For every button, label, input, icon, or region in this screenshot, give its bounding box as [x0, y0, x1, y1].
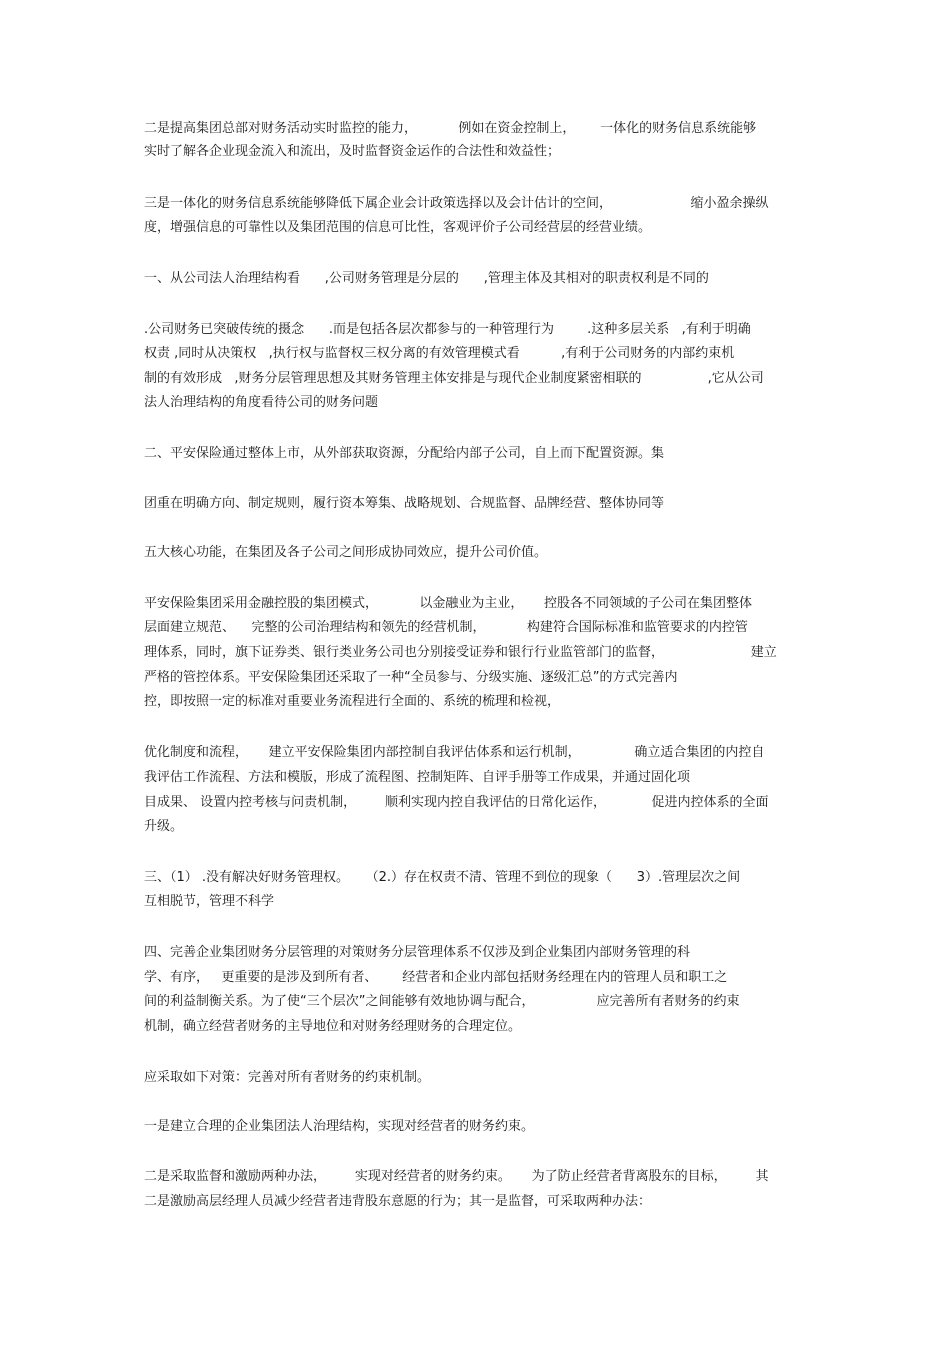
text-line: 三、（1） .没有解决好财务管理权。 （2.）存在权责不清、管理不到位的现象（ 3）.管理层次之间 [144, 870, 741, 885]
text-line: 理体系，同时，旗下证券类、银行类业务公司也分别接受证券和银行行业监管部门的监督， 建立 [144, 645, 777, 660]
text-line: 严格的管控体系。平安保险集团还采取了一种“全员参与、分级实施、逐级汇总”的方式完善内 [144, 670, 678, 685]
text-line: 一是建立合理的企业集团法人治理结构，实现对经营者的财务约束。 [144, 1119, 535, 1134]
text-line: 二是激励高层经理人员减少经营者违背股东意愿的行为；其一是监督，可采取两种办法： [144, 1194, 652, 1209]
text-line: 控，即按照一定的标准对重要业务流程进行全面的、系统的梳理和检视， [144, 694, 561, 709]
text-line: 实时了解各企业现金流入和流出，及时监督资金运作的合法性和效益性； [144, 144, 561, 159]
text-line: 应采取如下对策：完善对所有者财务的约束机制。 [144, 1070, 431, 1085]
text-line: 制的有效形成 ,财务分层管理思想及其财务管理主体安排是与现代企业制度紧密相联的 ,它从公司 [144, 371, 764, 386]
text-line: 间的利益制衡关系。为了使“三个层次”之间能够有效地协调与配合， 应完善所有者财务的约束 [144, 994, 740, 1009]
text-line: 学、有序， 更重要的是涉及到所有者、 经营者和企业内部包括财务经理在内的管理人员和职工之 [144, 970, 728, 985]
text-line: 平安保险集团采用金融控股的集团模式， 以金融业为主业， 控股各不同领域的子公司在集团整体 [144, 596, 752, 611]
text-line: 三是一体化的财务信息系统能够降低下属企业会计政策选择以及会计估计的空间， 缩小盈余操纵 [144, 196, 769, 211]
text-line: 一、从公司法人治理结构看 ,公司财务管理是分层的 ,管理主体及其相对的职责权利是不同的 [144, 271, 709, 286]
text-line: 我评估工作流程、方法和模版，形成了流程图、控制矩阵、自评手册等工作成果，并通过固化项 [144, 770, 691, 785]
text-line: 度，增强信息的可靠性以及集团范围的信息可比性，客观评价子公司经营层的经营业绩。 [144, 220, 652, 235]
text-line: 二、平安保险通过整体上市，从外部获取资源，分配给内部子公司，自上而下配置资源。集 [144, 446, 665, 461]
text-line: 机制，确立经营者财务的主导地位和对财务经理财务的合理定位。 [144, 1019, 522, 1034]
text-line: 四、完善企业集团财务分层管理的对策财务分层管理体系不仅涉及到企业集团内部财务管理的科 [144, 945, 691, 960]
text-line: .公司财务已突破传统的摄念 .而是包括各层次都参与的一种管理行为 .这种多层关系 ,有利于明确 [144, 322, 751, 337]
text-line: 团重在明确方向、制定规则，履行资本筹集、战略规划、合规监督、品牌经营、整体协同等 [144, 496, 665, 511]
text-line: 优化制度和流程， 建立平安保险集团内部控制自我评估体系和运行机制， 确立适合集团的内控自 [144, 745, 765, 760]
text-line: 法人治理结构的角度看待公司的财务问题 [144, 395, 379, 410]
text-line: 二是采取监督和激励两种办法， 实现对经营者的财务约束。 为了防止经营者背离股东的目标， 其 [144, 1169, 769, 1184]
text-line: 升级。 [144, 819, 184, 834]
text-line: 层面建立规范、 完整的公司治理结构和领先的经营机制， 构建符合国际标准和监管要求的内控管 [144, 620, 748, 635]
text-line: 目成果、 设置内控考核与问责机制， 顺利实现内控自我评估的日常化运作， 促进内控体系的全面 [144, 795, 769, 810]
text-line: 互相脱节，管理不科学 [144, 894, 275, 909]
text-line: 二是提高集团总部对财务活动实时监控的能力， 例如在资金控制上， 一体化的财务信息系统能够 [144, 121, 757, 136]
text-line: 权责 ,同时从决策权 ,执行权与监督权三权分离的有效管理模式看 ,有利于公司财务的内部约束机 [144, 346, 735, 361]
text-line: 五大核心功能，在集团及各子公司之间形成协同效应，提升公司价值。 [144, 545, 548, 560]
